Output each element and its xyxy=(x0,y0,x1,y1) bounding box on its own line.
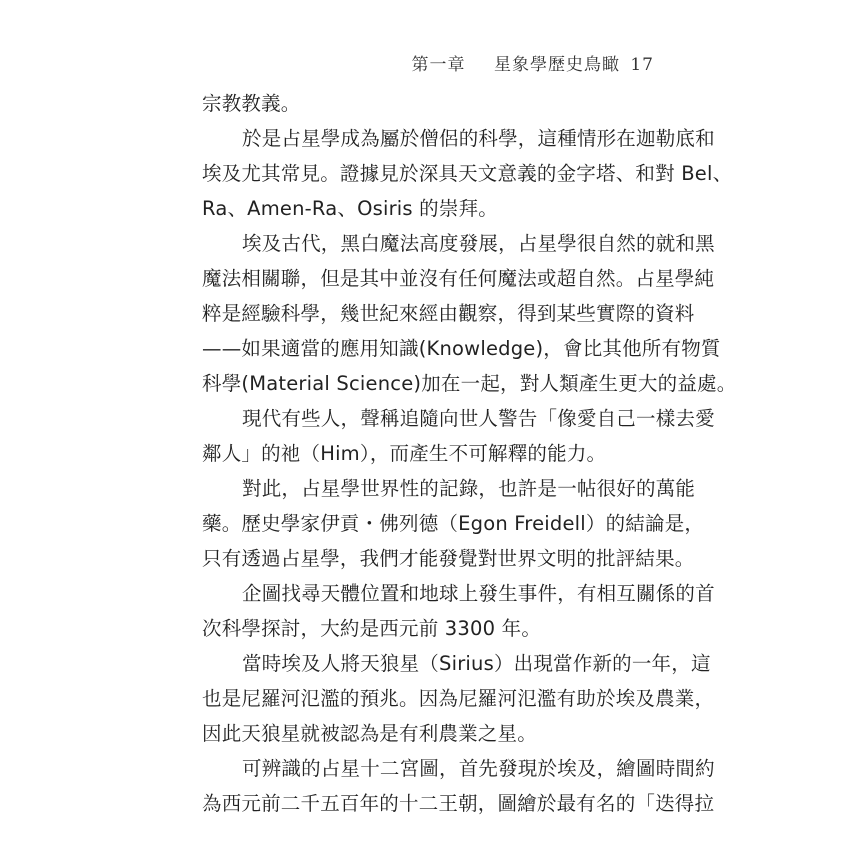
page-number: 17 xyxy=(630,55,654,75)
text-line: 為西元前二千五百年的十二王朝，圖繪於最有名的「迭得拉 xyxy=(202,792,715,815)
chapter-title: 星象學歷史鳥瞰 xyxy=(493,55,620,75)
text-line: 宗教教義。 xyxy=(202,92,301,115)
running-header xyxy=(412,50,654,75)
text-line: 也是尼羅河氾濫的預兆。因為尼羅河氾濫有助於埃及農業， xyxy=(202,687,715,710)
text-line: 埃及尤其常見。證據見於深具天文意義的金字塔、和對 Bel、 xyxy=(202,162,733,185)
text-line: 現代有些人，聲稱追隨向世人警告「像愛自己一樣去愛 xyxy=(242,407,715,430)
text-line: 只有透過占星學，我們才能發覺對世界文明的批評結果。 xyxy=(202,547,695,570)
text-line: Ra、Amen-Ra、Osiris 的崇拜。 xyxy=(202,197,498,220)
text-line: 科學(Material Science)加在一起，對人類產生更大的益處。 xyxy=(202,372,737,395)
text-line: 魔法相關聯，但是其中並沒有任何魔法或超自然。占星學純 xyxy=(202,267,715,290)
chapter-label: 第一章 xyxy=(411,55,466,75)
text-line: 埃及古代，黑白魔法高度發展，占星學很自然的就和黑 xyxy=(242,232,715,255)
text-line: 對此，占星學世界性的記錄，也許是一帖很好的萬能 xyxy=(242,477,696,500)
text-line: 粹是經驗科學，幾世紀來經由觀察，得到某些實際的資料 xyxy=(202,302,695,325)
text-line: 鄰人」的祂（Him），而產生不可解釋的能力。 xyxy=(202,442,607,465)
text-line: ——如果適當的應用知識(Knowledge)，會比其他所有物質 xyxy=(202,337,721,360)
text-line: 企圖找尋天體位置和地球上發生事件，有相互關係的首 xyxy=(242,582,715,605)
text-line: 於是占星學成為屬於僧侶的科學，這種情形在迦勒底和 xyxy=(242,127,715,150)
text-line: 因此天狼星就被認為是有利農業之星。 xyxy=(202,722,537,745)
body-text xyxy=(202,86,737,821)
text-line: 當時埃及人將天狼星（Sirius）出現當作新的一年，這 xyxy=(242,652,711,675)
text-line: 藥。歷史學家伊貢・佛列德（Egon Freidell）的結論是， xyxy=(202,512,705,535)
text-line: 可辨識的占星十二宮圖，首先發現於埃及，繪圖時間約 xyxy=(242,757,715,780)
text-line: 次科學探討，大約是西元前 3300 年。 xyxy=(202,617,542,640)
